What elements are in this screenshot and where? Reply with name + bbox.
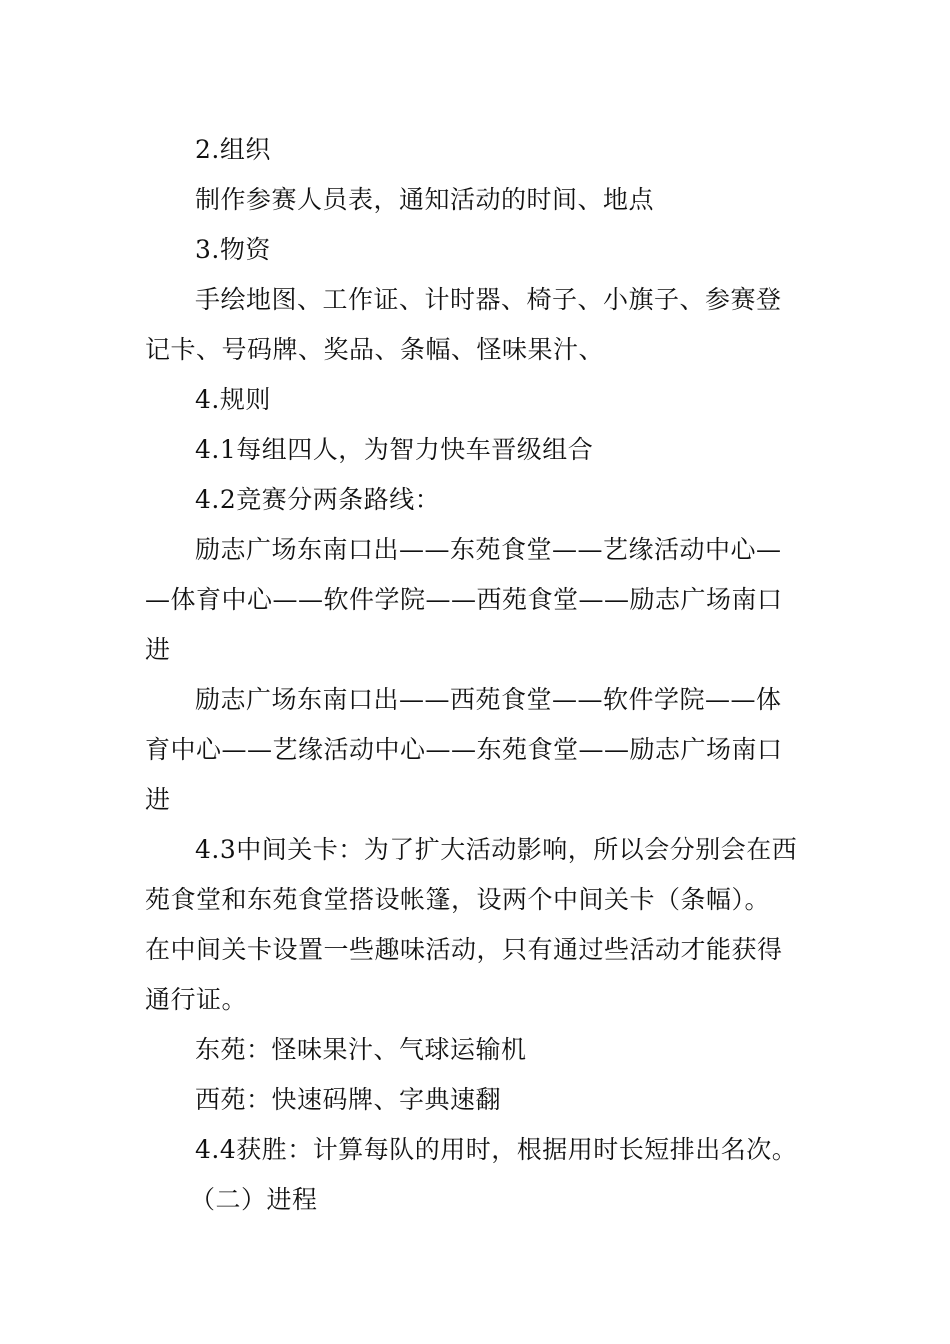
route-1-line3: 进 <box>145 635 171 664</box>
section-heading-materials: 3.物资 <box>195 235 271 264</box>
rule-4-1: 4.1每组四人，为智力快车晋级组合 <box>195 435 594 464</box>
route-2-line3: 进 <box>145 785 171 814</box>
route-1-line1: 励志广场东南口出——东苑食堂——艺缘活动中心— <box>195 535 782 564</box>
paragraph-materials-line2: 记卡、号码牌、奖品、条幅、怪味果汁、 <box>145 335 605 364</box>
rule-4-3-line3: 在中间关卡设置一些趣味活动，只有通过些活动才能获得 <box>145 935 783 964</box>
route-2-line2: 育中心——艺缘活动中心——东苑食堂——励志广场南口 <box>145 735 783 764</box>
paragraph-materials-line1: 手绘地图、工作证、计时器、椅子、小旗子、参赛登 <box>195 285 782 314</box>
rule-4-3-line1: 4.3中间关卡：为了扩大活动影响，所以会分别会在西 <box>195 835 798 864</box>
rule-4-3-line4: 通行证。 <box>145 985 248 1014</box>
document-body <box>145 125 810 1225</box>
rule-4-4: 4.4获胜：计算每队的用时，根据用时长短排出名次。 <box>195 1135 798 1164</box>
route-1-line2: —体育中心——软件学院——西苑食堂——励志广场南口 <box>145 585 783 614</box>
checkpoint-east: 东苑：怪味果汁、气球运输机 <box>195 1035 527 1064</box>
checkpoint-west: 西苑：快速码牌、字典速翻 <box>195 1085 502 1114</box>
paragraph-organization: 制作参赛人员表，通知活动的时间、地点 <box>195 185 655 214</box>
section-heading-rules: 4.规则 <box>195 385 271 414</box>
section-heading-process: （二）进程 <box>190 1185 318 1214</box>
rule-4-3-line2: 苑食堂和东苑食堂搭设帐篷，设两个中间关卡（条幅）。 <box>145 885 771 914</box>
rule-4-2: 4.2竞赛分两条路线： <box>195 485 441 514</box>
section-heading-organization: 2.组织 <box>195 135 271 164</box>
route-2-line1: 励志广场东南口出——西苑食堂——软件学院——体 <box>195 685 782 714</box>
